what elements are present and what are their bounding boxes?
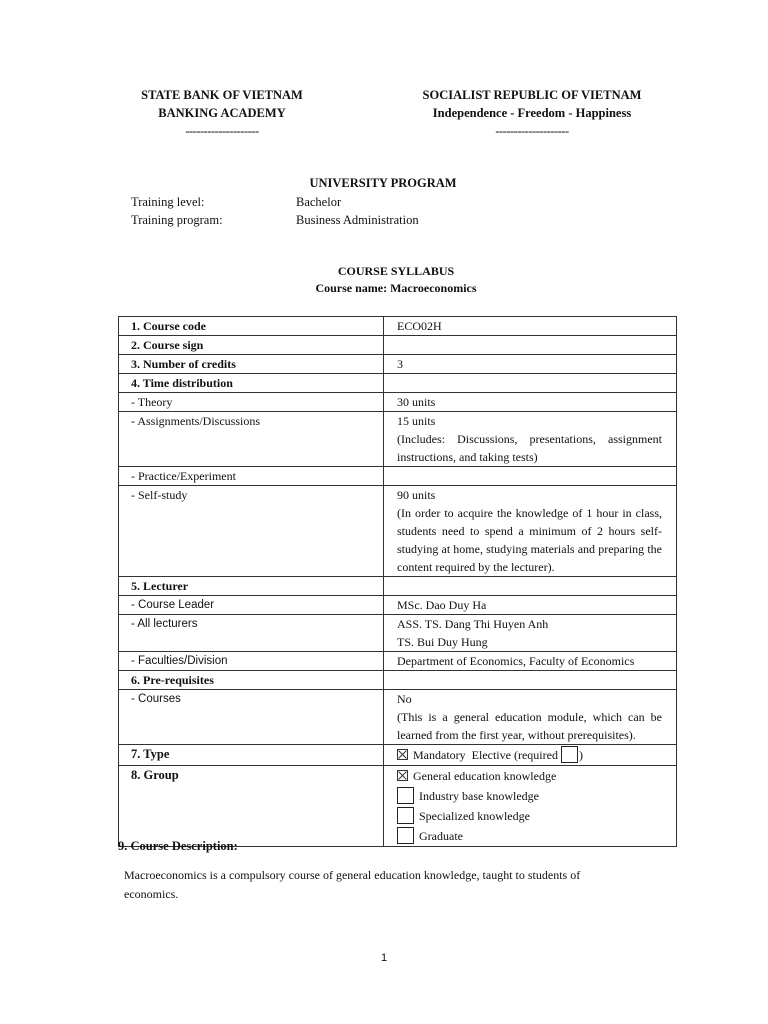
table-row <box>119 317 677 336</box>
table-row <box>119 652 677 671</box>
table-row <box>119 577 677 596</box>
course-code-value: ECO02H <box>384 317 677 336</box>
issuer-block <box>108 86 336 140</box>
mandatory-label: Mandatory <box>413 748 466 762</box>
training-level-label: Training level: <box>131 195 205 209</box>
course-code-label: 1. Course code <box>119 317 384 336</box>
national-motto: Independence - Freedom - Happiness <box>432 106 632 120</box>
course-sign-value <box>384 336 677 355</box>
specialized-label: Specialized knowledge <box>419 809 530 823</box>
practice-value <box>384 467 677 486</box>
prerequisites-label: 6. Pre-requisites <box>119 671 384 690</box>
practice-label: - Practice/Experiment <box>119 467 384 486</box>
table-row <box>119 393 677 412</box>
issuer-academy: BANKING ACADEMY <box>158 106 286 120</box>
issuer-divider: -------------------- <box>185 124 259 138</box>
specialized-checkbox[interactable] <box>397 807 414 824</box>
issuer-bank: STATE BANK OF VIETNAM <box>141 88 303 102</box>
elective-close-paren: ) <box>578 748 583 762</box>
table-row <box>119 486 677 577</box>
elective-checkbox[interactable] <box>561 746 578 763</box>
elective-label: Elective (required <box>471 748 558 762</box>
motto-divider: -------------------- <box>495 124 569 138</box>
table-row <box>119 412 677 467</box>
training-level-value: Bachelor <box>296 195 342 209</box>
table-row <box>119 690 677 745</box>
credits-label: 3. Number of credits <box>119 355 384 374</box>
course-leader-label: - Course Leader <box>119 596 384 615</box>
table-row <box>119 596 677 615</box>
all-lecturers-label: - All lecturers <box>119 615 384 652</box>
table-row <box>119 671 677 690</box>
national-motto-block <box>396 86 668 140</box>
graduate-label: Graduate <box>419 829 463 843</box>
credits-value: 3 <box>384 355 677 374</box>
time-distribution-label: 4. Time distribution <box>119 374 384 393</box>
syllabus-title: COURSE SYLLABUS <box>337 264 455 278</box>
course-leader-value: MSc. Dao Duy Ha <box>384 596 677 615</box>
industry-base-label: Industry base knowledge <box>419 789 539 803</box>
table-row <box>119 615 677 652</box>
course-description-text: Macroeconomics is a compulsory course of general education knowledge, taught to students of economics. <box>124 868 581 901</box>
group-label: 8. Group <box>119 766 384 847</box>
courses-label: - Courses <box>119 690 384 745</box>
assignments-units: 15 units <box>397 414 436 428</box>
training-program-label: Training program: <box>131 213 223 227</box>
lecturer-label: 5. Lecturer <box>119 577 384 596</box>
industry-base-checkbox[interactable] <box>397 787 414 804</box>
theory-label: - Theory <box>119 393 384 412</box>
faculties-label: - Faculties/Division <box>119 652 384 671</box>
type-label: 7. Type <box>119 745 384 766</box>
lecturer-name: TS. Bui Duy Hung <box>397 635 488 649</box>
course-sign-label: 2. Course sign <box>119 336 384 355</box>
general-education-label: General education knowledge <box>413 769 557 783</box>
course-description-heading: 9. Course Description: <box>118 839 238 853</box>
general-education-checked-checkbox[interactable] <box>397 770 408 781</box>
page-number: 1 <box>380 952 388 964</box>
table-row <box>119 355 677 374</box>
self-study-units: 90 units <box>397 488 436 502</box>
mandatory-checked-checkbox[interactable] <box>397 749 408 760</box>
courses-value: No <box>397 692 412 706</box>
table-row <box>119 374 677 393</box>
course-name: Course name: Macroeconomics <box>315 281 477 295</box>
theory-value: 30 units <box>384 393 677 412</box>
table-row <box>119 336 677 355</box>
self-study-label: - Self-study <box>119 486 384 577</box>
assignments-label: - Assignments/Discussions <box>119 412 384 467</box>
courses-details: (This is a general education module, which can be learned from the first year, without prerequisites). <box>397 710 662 742</box>
faculties-value: Department of Economics, Faculty of Economics <box>384 652 677 671</box>
table-row <box>119 467 677 486</box>
table-row <box>119 766 677 847</box>
training-program-value: Business Administration <box>296 213 419 227</box>
self-study-details: (In order to acquire the knowledge of 1 hour in class, students need to spend a minimum of 2 hours self-studying at home, studying materials and preparing the content required by the lecturer). <box>397 506 662 574</box>
lecturer-name: ASS. TS. Dang Thi Huyen Anh <box>397 617 549 631</box>
table-row <box>119 745 677 766</box>
graduate-checkbox[interactable] <box>397 827 414 844</box>
syllabus-table <box>118 316 677 847</box>
country-name: SOCIALIST REPUBLIC OF VIETNAM <box>422 88 642 102</box>
program-title: UNIVERSITY PROGRAM <box>309 176 457 190</box>
assignments-details: (Includes: Discussions, presentations, assignment instructions, and taking tests) <box>397 432 662 464</box>
